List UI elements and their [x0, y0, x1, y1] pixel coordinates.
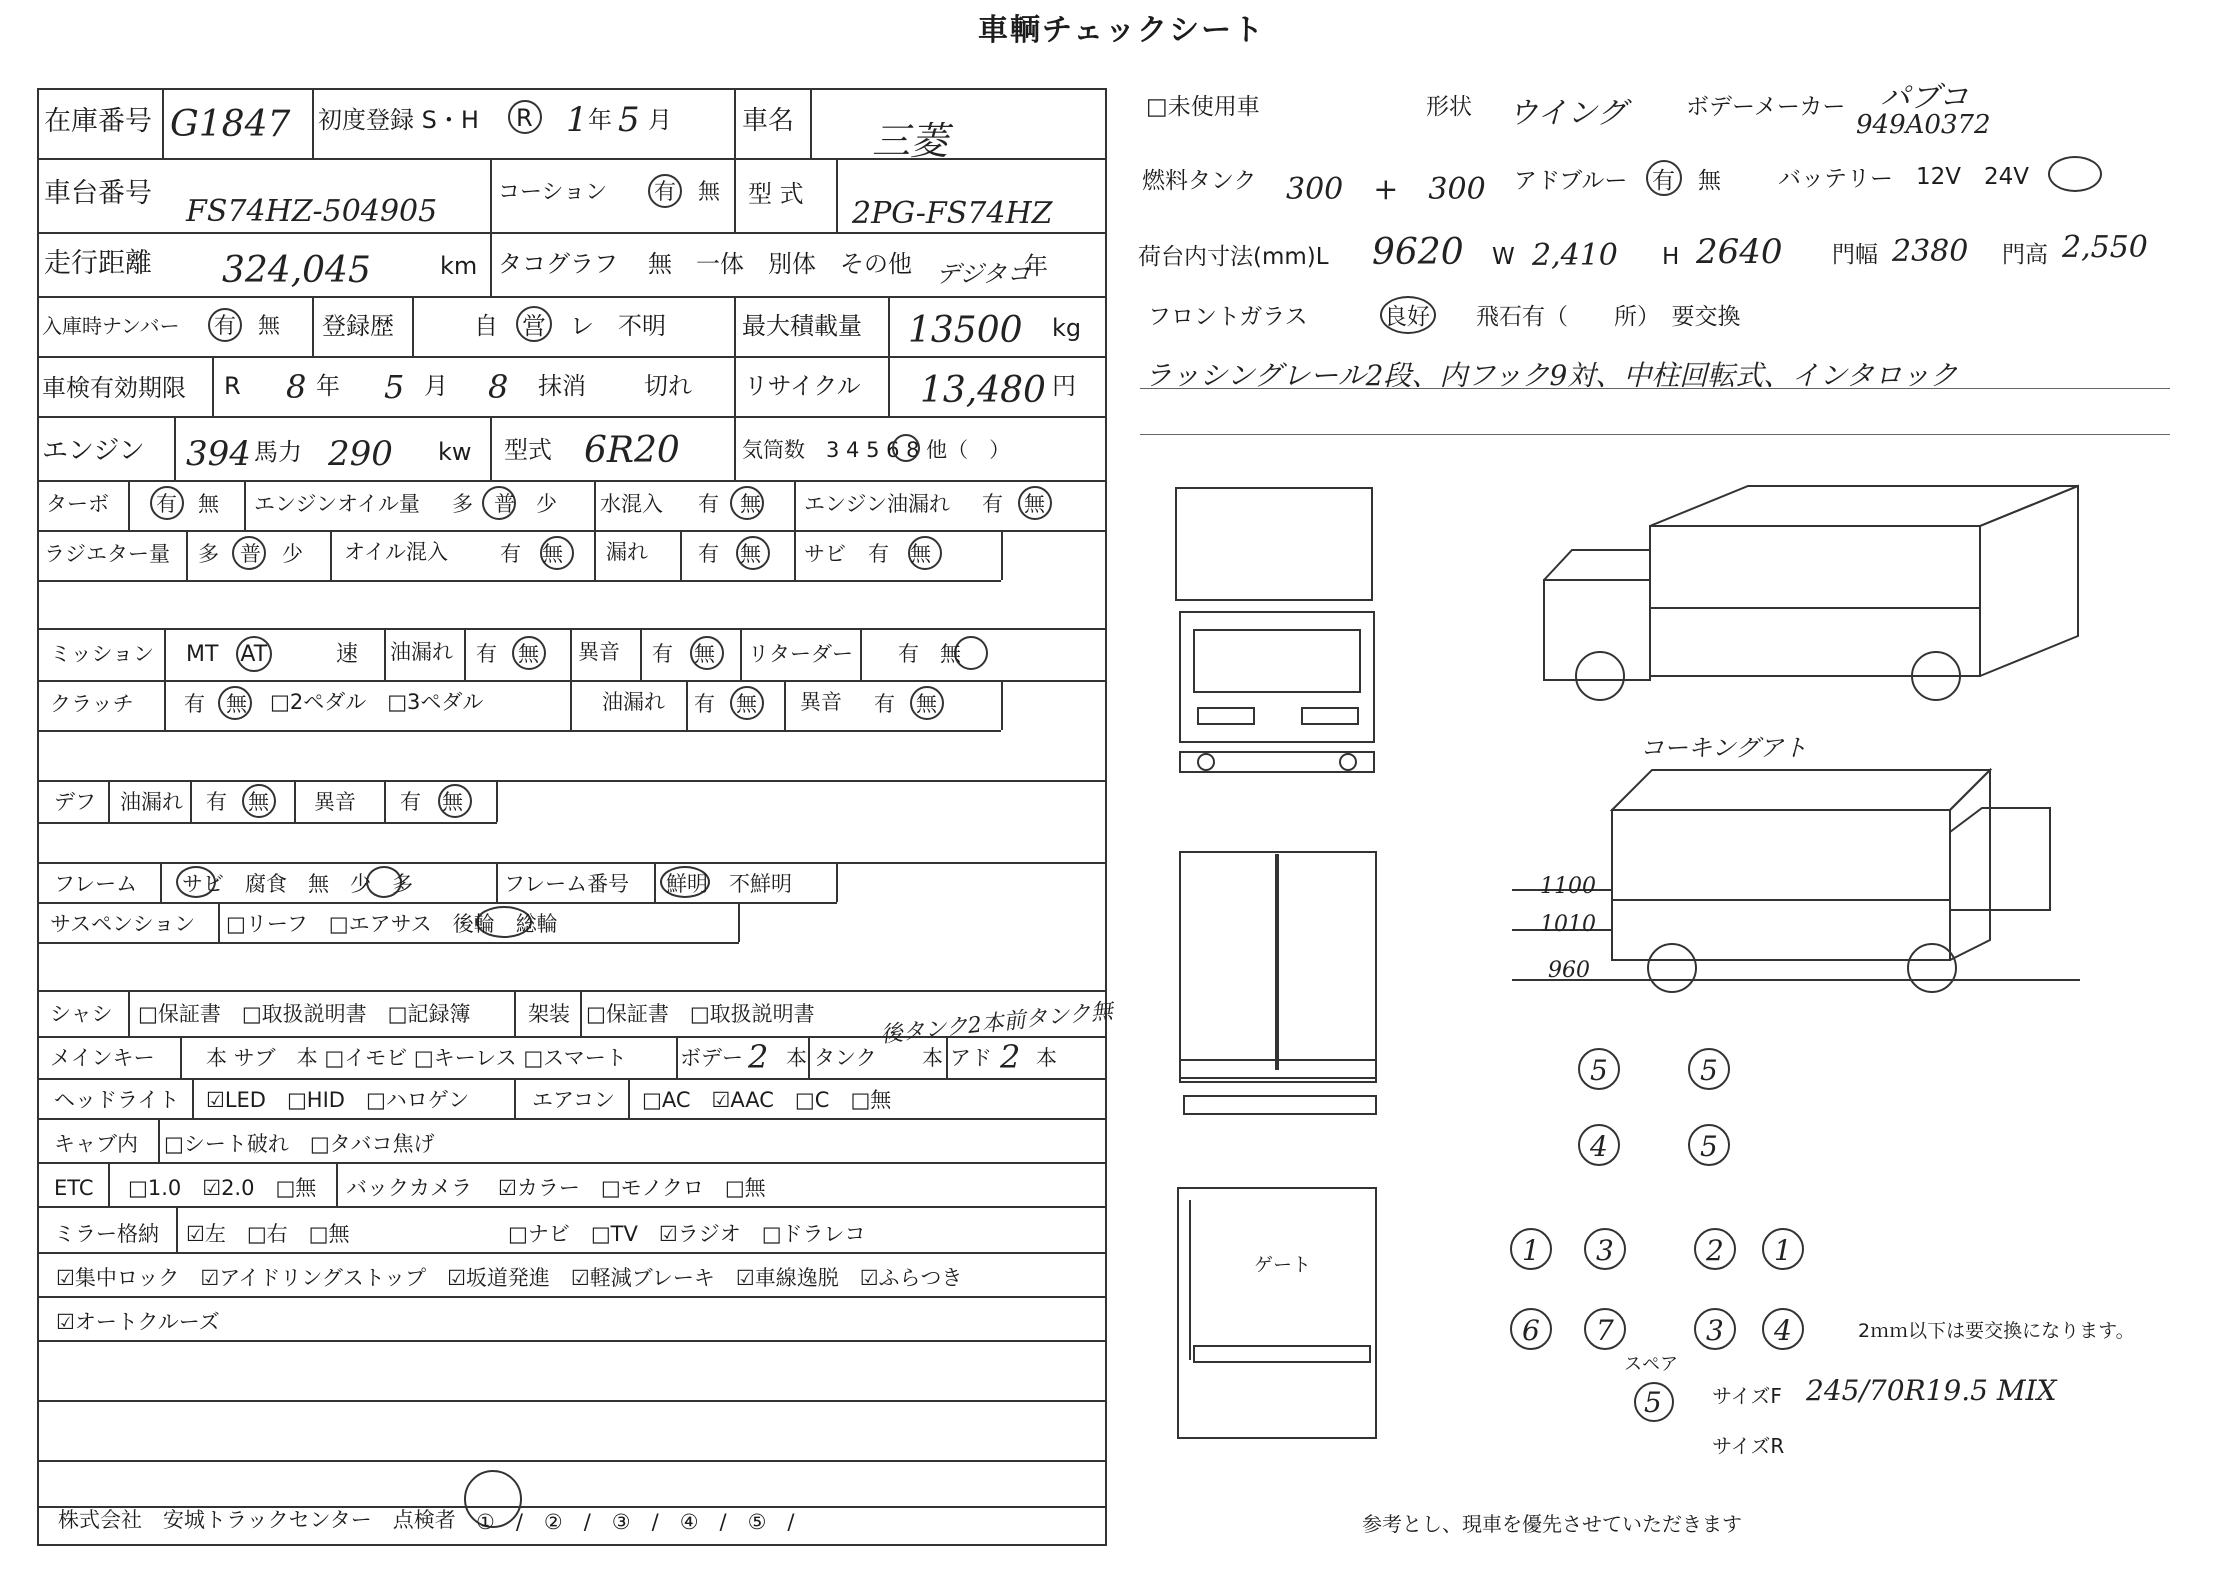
shape-label: 形状: [1426, 94, 1472, 120]
cargo-size-label: 荷台内寸法(mm)L: [1138, 244, 1329, 270]
mileage-unit: km: [440, 252, 478, 280]
tire-value: 3: [1706, 1314, 1724, 1347]
mission-label: ミッション: [50, 642, 155, 666]
entry-plate-label: 入庫時ナンバー: [42, 314, 180, 338]
car-name-value: 三菱: [872, 119, 949, 163]
mission-abnormal-options: 有 無: [652, 642, 715, 666]
rust-label: サビ: [804, 542, 846, 566]
clutch-pedal-options: □2ペダル □3ペダル: [270, 690, 484, 714]
mileage-value: 324,045: [222, 250, 371, 291]
mission-leak-label: 油漏れ: [390, 640, 453, 664]
shape-value: ウイング: [1508, 96, 1627, 131]
size-f-label: サイズF: [1712, 1384, 1782, 1408]
clutch-leak-label: 油漏れ: [602, 690, 665, 714]
mission-leak-options: 有 無: [476, 642, 539, 666]
chassis-docs: □保証書 □取扱説明書 □記録簿: [138, 1002, 471, 1026]
clutch-options: 有 無: [184, 692, 247, 716]
handwritten-tank-note: 後タンク2本前タンク無: [879, 998, 1115, 1049]
turbo-label: ターボ: [46, 492, 109, 516]
cargo-height: 2640: [1696, 232, 1783, 272]
oil-mix-options: 有 無: [500, 542, 563, 566]
main-key-label: メインキー: [50, 1046, 155, 1070]
frame-label: フレーム: [54, 872, 138, 896]
leak-label: 漏れ: [606, 540, 648, 564]
water-mix-options: 有 無: [698, 492, 761, 516]
oil-leak-label: エンジン油漏れ: [804, 492, 950, 516]
car-name-label: 車名: [742, 106, 795, 136]
oil-leak-options: 有 無: [982, 492, 1045, 516]
frame-options: サビ 腐食 無 少 多: [182, 872, 413, 896]
reg-hist-label: 登録歴: [322, 312, 394, 340]
body-maker-number: 949A0372: [1856, 110, 1991, 140]
gate-label: ゲート: [1254, 1254, 1312, 1276]
recycle-unit: 円: [1052, 372, 1076, 400]
radiator-options: 多 普 少: [198, 542, 303, 566]
engine-model-value: 6R20: [584, 430, 680, 471]
cab-label: キャブ内: [54, 1132, 138, 1156]
door-height: 2,550: [2062, 230, 2148, 265]
headlight-options: ☑LED □HID □ハロゲン: [206, 1088, 470, 1112]
chassis-no-label: 車台番号: [44, 178, 152, 209]
spare-tire-value: 5: [1644, 1386, 1662, 1419]
max-load-value: 13500: [908, 310, 1023, 351]
tire-value: 6: [1522, 1314, 1540, 1347]
tank-label: タンク: [814, 1046, 877, 1070]
engine-label: エンジン: [42, 436, 145, 466]
clutch-abnormal-label: 異音: [800, 690, 842, 714]
coating-yes: 有: [654, 180, 677, 205]
oil-level-options: 多 普 少: [452, 492, 557, 516]
tire-value: 5: [1700, 1054, 1718, 1087]
front-view-cab: [1180, 612, 1374, 742]
frame-no-label: フレーム番号: [504, 872, 630, 896]
audio-options: □ナビ □TV ☑ラジオ □ドラレコ: [508, 1222, 866, 1246]
inspection-day: 8: [488, 368, 509, 406]
inspection-expired: 切れ: [644, 372, 692, 400]
speed-label: 速: [336, 642, 359, 667]
suspension-label: サスペンション: [50, 912, 196, 936]
body-docs: □保証書 □取扱説明書: [586, 1002, 815, 1026]
tire-value: 7: [1596, 1314, 1614, 1347]
aircon-options: □AC ☑AAC □C □無: [642, 1088, 892, 1112]
entry-plate-options: 有 無: [214, 314, 281, 339]
engine-hp: 394: [186, 434, 251, 474]
coating-out-label: コーキングアト: [1640, 734, 1808, 762]
inspection-month: 5: [384, 368, 405, 406]
tacho-handwritten: デジタコ: [936, 260, 1031, 288]
clutch-label: クラッチ: [50, 692, 134, 716]
engine-kw-unit: kw: [438, 438, 472, 466]
unused-car-checkbox: □未使用車: [1146, 94, 1260, 120]
ad-count: 2: [1000, 1038, 1021, 1076]
aircon-label: エアコン: [532, 1088, 615, 1112]
chassis-label: シャシ: [50, 1002, 113, 1026]
cab-options: □シート破れ □タバコ焦げ: [164, 1132, 435, 1156]
clutch-leak-options: 有 無: [694, 692, 757, 716]
fuel-tank-value: 300 + 300: [1286, 172, 1486, 207]
back-camera-options: ☑カラー □モノクロ □無: [498, 1176, 766, 1200]
radiator-label: ラジエター量: [44, 542, 170, 566]
inspection-month-unit: 月: [424, 372, 448, 400]
clutch-abnormal-options: 有 無: [874, 692, 937, 716]
tank-unit: 本: [922, 1046, 943, 1070]
def-abnormal-label: 異音: [314, 790, 356, 814]
recycle-value: 13,480: [920, 370, 1046, 411]
tire-value: 1: [1522, 1234, 1540, 1267]
leak-options: 有 無: [698, 542, 761, 566]
mission-abnormal-label: 異音: [578, 640, 620, 664]
first-reg-era: R: [516, 104, 533, 132]
front-view-upper: [1176, 488, 1372, 600]
battery-options: 12V 24V: [1916, 164, 2030, 190]
body-maker-label: ボデーメーカー: [1686, 94, 1846, 120]
engine-kw: 290: [328, 434, 393, 474]
tire-value: 3: [1596, 1234, 1614, 1267]
etc-options: □1.0 ☑2.0 □無: [128, 1176, 317, 1200]
inspection-era: R: [224, 372, 241, 400]
size-f-value: 245/70R19.5 MIX: [1806, 1374, 2057, 1407]
cargo-w-label: W: [1492, 244, 1515, 270]
first-reg-month: 5: [618, 100, 640, 140]
retarder-options: 有 無: [898, 642, 961, 666]
main-key-options: 本 サブ 本 □イモビ □キーレス □スマート: [206, 1046, 627, 1070]
fuel-tank-label: 燃料タンク: [1142, 168, 1257, 194]
model-value: 2PG-FS74HZ: [852, 196, 1053, 231]
suspension-options: □リーフ □エアサス 後輪 総輪: [226, 912, 558, 936]
height-1010: 1010: [1540, 912, 1596, 937]
turbo-options: 有 無: [156, 492, 219, 516]
body-equip-label: 架装: [528, 1002, 570, 1026]
cylinders-label: 気筒数: [742, 438, 805, 462]
adblue-label: アドブルー: [1514, 168, 1628, 194]
windshield-label: フロントガラス: [1148, 304, 1308, 330]
def-leak-label: 油漏れ: [120, 790, 183, 814]
battery-label: バッテリー: [1778, 166, 1893, 192]
windshield-options: 良好 飛石有（ 所） 要交換: [1384, 304, 1741, 330]
first-reg-label: 初度登録 S・H: [318, 106, 479, 134]
coating-label: コーション: [498, 180, 608, 205]
model-label: 型 式: [748, 180, 804, 208]
body-key-count: 2: [748, 1038, 769, 1076]
bottom-note: 参考とし、現車を優先させていただきます: [1362, 1512, 1742, 1536]
recycle-label: リサイクル: [744, 372, 861, 400]
cargo-length: 9620: [1372, 232, 1464, 273]
engine-model-label: 型式: [504, 436, 552, 464]
tire-value: 5: [1700, 1130, 1718, 1163]
door-height-label: 門高: [2002, 242, 2048, 268]
height-1100: 1100: [1540, 874, 1596, 899]
tire-value: 2: [1706, 1234, 1724, 1267]
cylinders-options: 3 4 5 6 8 他（ ）: [826, 438, 1011, 462]
page-title: 車輌チェックシート: [978, 13, 1266, 48]
def-leak-options: 有 無: [206, 790, 269, 814]
def-label: デフ: [54, 790, 96, 814]
tire-value: 4: [1590, 1130, 1608, 1163]
body-key-label: ボデー: [680, 1046, 743, 1070]
tire-value: 5: [1590, 1054, 1608, 1087]
mirror-options: ☑左 □右 □無: [186, 1222, 350, 1246]
tire-note: 2ｍｍ以下は要交換になります。: [1858, 1320, 2135, 1342]
inspector-slots: ① / ② / ③ / ④ / ⑤ /: [476, 1510, 795, 1534]
max-load-label: 最大積載量: [742, 312, 862, 340]
tacho-year: 年: [1024, 252, 1048, 280]
tire-value: 1: [1774, 1234, 1792, 1267]
body-key-unit: 本: [786, 1046, 807, 1070]
ad-unit: 本: [1036, 1046, 1057, 1070]
chassis-no-value: FS74HZ-504905: [186, 194, 438, 229]
def-abnormal-options: 有 無: [400, 790, 463, 814]
door-width: 2380: [1892, 234, 1969, 269]
stock-no-label: 在庫番号: [44, 106, 152, 137]
max-load-unit: kg: [1052, 314, 1082, 342]
frame-no-options: 鮮明 不鮮明: [666, 872, 792, 896]
tacho-options: 無 一体 別体 その他: [648, 250, 912, 278]
water-mix-label: 水混入: [600, 492, 663, 516]
mission-options: MT AT: [186, 642, 268, 667]
etc-label: ETC: [54, 1176, 94, 1200]
equipment-row1: ☑集中ロック ☑アイドリングストップ ☑坂道発進 ☑軽減ブレーキ ☑車線逸脱 ☑ふらつき: [56, 1266, 963, 1290]
spare-label: スペア: [1624, 1354, 1678, 1375]
height-960: 960: [1548, 958, 1590, 983]
retarder-label: リターダー: [748, 642, 853, 666]
equipment-row2: ☑オートクルーズ: [56, 1310, 220, 1334]
first-reg-year: 1: [566, 100, 588, 140]
first-reg-month-unit: 月: [648, 106, 672, 134]
rust-options: 有 無: [868, 542, 931, 566]
cargo-width: 2,410: [1532, 238, 1618, 273]
adblue-options: 有 無: [1652, 168, 1721, 194]
body-maker-value: パブコ: [1880, 80, 1969, 115]
oil-mix-label: オイル混入: [344, 540, 448, 564]
reg-hist-options: 自 営 レ 不明: [474, 312, 666, 340]
back-camera-label: バックカメラ: [346, 1176, 472, 1200]
tacho-label: タコグラフ: [498, 250, 618, 278]
inspection-label: 車検有効期限: [42, 374, 186, 402]
mileage-label: 走行距離: [44, 248, 152, 279]
notes-handwritten: ラッシングレール2段、内フック9対、中柱回転式、インタロック: [1144, 359, 1958, 392]
inspection-year: 8: [286, 368, 307, 406]
cargo-h-label: H: [1662, 244, 1680, 270]
inspection-year-unit: 年: [316, 372, 340, 400]
inspection-cancel: 抹消: [538, 372, 586, 400]
mirror-label: ミラー格納: [54, 1222, 159, 1246]
engine-hp-unit: 馬力: [254, 438, 302, 466]
size-r-label: サイズR: [1712, 1434, 1785, 1458]
footer-company: 株式会社 安城トラックセンター 点検者: [58, 1508, 456, 1532]
ad-label: アド: [950, 1046, 992, 1070]
door-width-label: 門幅: [1832, 242, 1878, 268]
stock-no-value: G1847: [170, 104, 291, 145]
tire-value: 4: [1774, 1314, 1792, 1347]
headlight-label: ヘッドライト: [54, 1088, 180, 1112]
oil-level-label: エンジンオイル量: [254, 492, 420, 516]
coating-no: 無: [698, 180, 721, 205]
first-reg-year-unit: 年: [588, 106, 612, 134]
